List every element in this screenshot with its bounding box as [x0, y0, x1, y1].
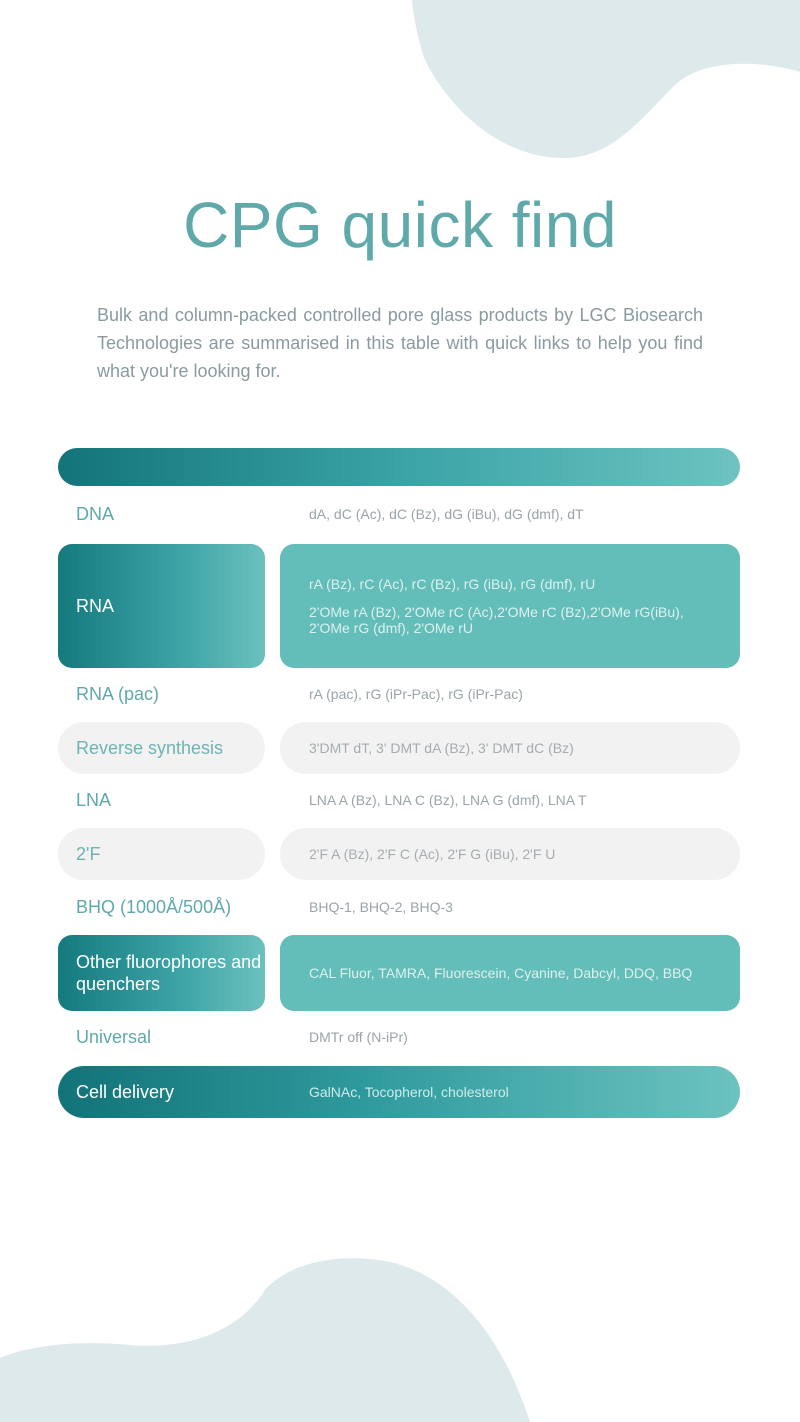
category-label: 2'F [58, 828, 265, 880]
category-label: DNA [76, 504, 115, 524]
table-row-bhq[interactable] [58, 887, 740, 927]
product-list: rA (pac), rG (iPr-Pac), rG (iPr-Pac) [309, 686, 523, 702]
category-label: RNA [58, 544, 265, 668]
category-label: Cell delivery [76, 1082, 175, 1102]
decorative-blob-top [0, 0, 800, 200]
product-list: CAL Fluor, TAMRA, Fluorescein, Cyanine, Dabcyl, DDQ, BBQ [280, 935, 740, 1011]
product-list: GalNAc, Tocopherol, cholesterol [309, 1084, 509, 1100]
category-label: BHQ (1000Å/500Å) [76, 897, 232, 917]
product-list: DMTr off (N-iPr) [309, 1029, 408, 1045]
table-row-lna[interactable] [58, 780, 740, 820]
product-list: 3'DMT dT, 3' DMT dA (Bz), 3' DMT dC (Bz) [280, 722, 740, 774]
category-label: Universal [76, 1027, 152, 1047]
table-header-bar [58, 448, 740, 486]
product-list: dA, dC (Ac), dC (Bz), dG (iBu), dG (dmf), dT [309, 506, 584, 522]
product-list: 2'F A (Bz), 2'F C (Ac), 2'F G (iBu), 2'F U [280, 828, 740, 880]
product-list: LNA A (Bz), LNA C (Bz), LNA G (dmf), LNA T [309, 792, 587, 808]
product-list [280, 544, 740, 668]
category-label: Other fluorophores and quenchers [58, 935, 265, 1011]
category-label: LNA [76, 790, 112, 810]
table-row-rna[interactable] [58, 544, 740, 668]
intro-paragraph: Bulk and column-packed controlled pore glass products by LGC Biosearch Technologies are summarised in this table with quick links to help you find what you're looking for. [97, 305, 703, 381]
category-label: Reverse synthesis [58, 722, 265, 774]
category-label: RNA (pac) [76, 684, 160, 704]
table-row-rna-pac[interactable] [58, 674, 740, 714]
table-row-cell-delivery[interactable] [58, 1066, 740, 1118]
table-row-universal[interactable] [58, 1017, 740, 1057]
product-list-line: rA (Bz), rC (Ac), rC (Bz), rG (iBu), rG (dmf), rU [309, 576, 596, 592]
product-list-line: 2'OMe rA (Bz), 2'OMe rC (Ac),2'OMe rC (Bz),2'OMe rG(iBu), 2'OMe rG (dmf), 2'OMe rU [309, 604, 684, 636]
page-title: CPG quick find [183, 189, 617, 261]
table-row-2f[interactable] [58, 828, 740, 880]
table-row-dna[interactable] [58, 494, 740, 534]
table-row-other-fluorophores[interactable] [58, 935, 740, 1011]
table-row-reverse-synthesis[interactable] [58, 722, 740, 774]
product-list: BHQ-1, BHQ-2, BHQ-3 [309, 899, 453, 915]
